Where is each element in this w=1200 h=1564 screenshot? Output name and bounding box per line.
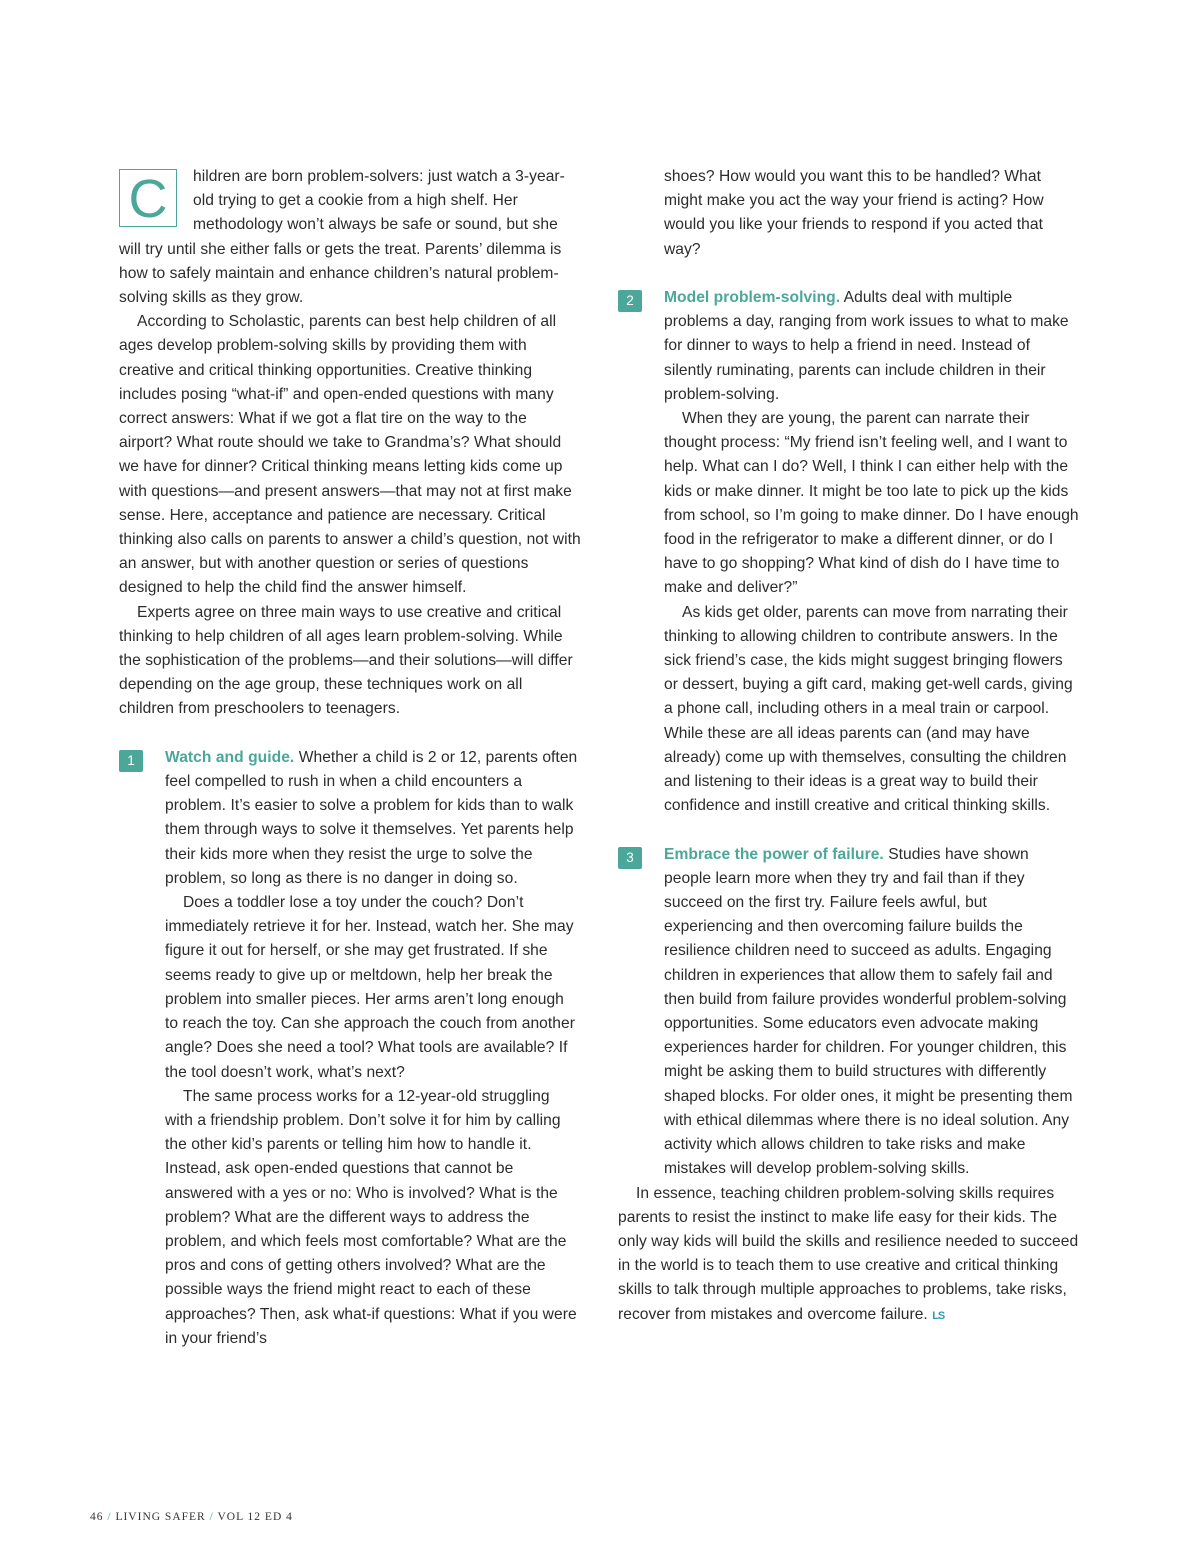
- section-1-text: Whether a child is 2 or 12, parents often feel compelled to rush in when a child encounters a problem. It’s easier to solve a problem for kids than to walk them through ways to solve it themselves. Yet parents help their kids more when they resist the urge to solve the problem, so long as there is no danger in doing so.: [165, 748, 578, 887]
- footer-separator: /: [209, 1511, 214, 1523]
- section-number-badge: 3: [618, 847, 642, 869]
- intro-paragraph-1: [119, 165, 581, 310]
- section-1-paragraph-2: Does a toddler lose a toy under the couch? Don’t immediately retrieve it for her. Instead, watch her. She may figure it out for herself, or she may get frustrated. If she seems ready to give up or meltdown, help her break the problem into smaller pieces. Her arms aren’t long enough to reach the toy. Can she approach the couch from another angle? Does she need a tool? What tools are available? If the tool doesn’t work, what’s next?: [165, 894, 575, 1081]
- section-title: Watch and guide.: [165, 748, 295, 766]
- section-2-text: Adults deal with multiple problems a day, ranging from work issues to what to make for dinner to ways to help a friend in need. Instead of silently ruminating, parents can include children in their problem-solving.: [664, 289, 1069, 403]
- right-column: [618, 165, 1080, 1328]
- footer-separator: /: [107, 1511, 112, 1523]
- publication-name: LIVING SAFER: [115, 1511, 206, 1523]
- section-3-text: Studies have shown people learn more when they try and fail than if they succeed on the first try. Failure feels awful, but experiencing and then overcoming failure builds the resilience children need to succeed as adults. Engaging children in experiences that allow them to safely fail and then build from failure provides wonderful problem-solving opportunities. Some educators even advocate making experiences harder for children. For younger children, this might be asking them to build structures with differently shaped blocks. For older ones, it might be presenting them with ethical dilemmas where there is no ideal solution. Any activity which allows children to take risks and make mistakes will develop problem-solving skills.: [664, 845, 1073, 1178]
- issue-label: VOL 12 ED 4: [217, 1511, 293, 1523]
- section-2-paragraph-3: As kids get older, parents can move from narrating their thinking to allowing children to contribute answers. In the sick friend’s case, the kids might suggest bringing flowers or dessert, buying a gift card, making get-well cards, giving a phone call, including others in a meal train or carpool. While these are all ideas parents can (and may have already) come up with themselves, consulting the children and listening to their ideas is a great way to build their confidence and instill creative and critical thinking skills.: [664, 603, 1073, 815]
- section-number-badge: 1: [119, 750, 143, 772]
- end-mark-icon: LS: [932, 1309, 945, 1322]
- section-2-paragraph-1: [664, 286, 1080, 407]
- section-1: [119, 746, 581, 1351]
- page-number: 46: [90, 1511, 104, 1523]
- intro-paragraph-2: According to Scholastic, parents can best help children of all ages develop problem-solving skills by providing them with creative and critical thinking opportunities. Creative thinking includes posing “what-if” and open-ended questions with many correct answers: What if we got a flat tire on the way to the airport? What route should we take to Grandma’s? What should we have for dinner? Critical thinking means letting kids come up with questions—and present answers—that may not at first make sense. Here, acceptance and patience are necessary. Critical thinking also calls on parents to answer a child’s question, not with an answer, but with another question or series of questions designed to help the child find the answer himself.: [119, 313, 581, 597]
- section-3-paragraph-1: [664, 843, 1080, 1182]
- conclusion-text: In essence, teaching children problem-solving skills requires parents to resist the instinct to make life easy for their kids. The only way kids will build the skills and resilience needed to succeed in the world is to teach them to use creative and critical thinking skills to talk through multiple approaches to problems, take risks, recover from mistakes and overcome failure.: [618, 1184, 1079, 1323]
- conclusion-paragraph: [618, 1182, 1080, 1328]
- page-footer: [90, 1511, 293, 1523]
- intro-paragraph-1-text: hildren are born problem-solvers: just watch a 3-year-old trying to get a cookie from a high shelf. Her methodology won’t always be safe or sound, but she will try until she either falls or gets the treat. Parents’ dilemma is how to safely maintain and enhance children’s natural problem-solving skills as they grow.: [119, 168, 565, 307]
- section-title: Embrace the power of failure.: [664, 845, 884, 863]
- section-1-paragraph-3: The same process works for a 12-year-old struggling with a friendship problem. Don’t solve it for him by calling the other kid’s parents or telling him how to handle it. Instead, ask open-ended questions that cannot be answered with a yes or no: Who is involved? What is the problem? What are the different ways to address the problem, and which feels most comfortable? What are the pros and cons of getting others involved? What are the possible ways the friend might react to each of these approaches? Then, ask what-if questions: What if you were in your friend’s: [165, 1087, 577, 1347]
- section-1-paragraph-1: [165, 746, 581, 891]
- section-1-continued: [618, 165, 1080, 262]
- section-1-paragraph-3-continued: shoes? How would you want this to be handled? What might make you act the way your friend is acting? How would you like your friends to respond if you acted that way?: [664, 168, 1044, 258]
- intro-paragraph-3: Experts agree on three main ways to use creative and critical thinking to help children of all ages learn problem-solving. While the sophistication of the problems—and their solutions—will differ depending on the age group, these techniques work on all children from preschoolers to teenagers.: [119, 603, 573, 718]
- drop-cap: C: [119, 169, 177, 227]
- section-2: [618, 286, 1080, 818]
- section-2-paragraph-2: When they are young, the parent can narrate their thought process: “My friend isn’t feeling well, and I want to help. What can I do? Well, I think I can either help with the kids or make dinner. It might be too late to pick up the kids from school, so I’m going to make dinner. Do I have enough food in the refrigerator to make a different dinner, or do I have to go shopping? What kind of dish do I have time to make and deliver?”: [664, 410, 1079, 597]
- section-number-badge: 2: [618, 290, 642, 312]
- left-column: [119, 165, 581, 1351]
- section-3: [618, 843, 1080, 1182]
- section-title: Model problem-solving.: [664, 289, 841, 306]
